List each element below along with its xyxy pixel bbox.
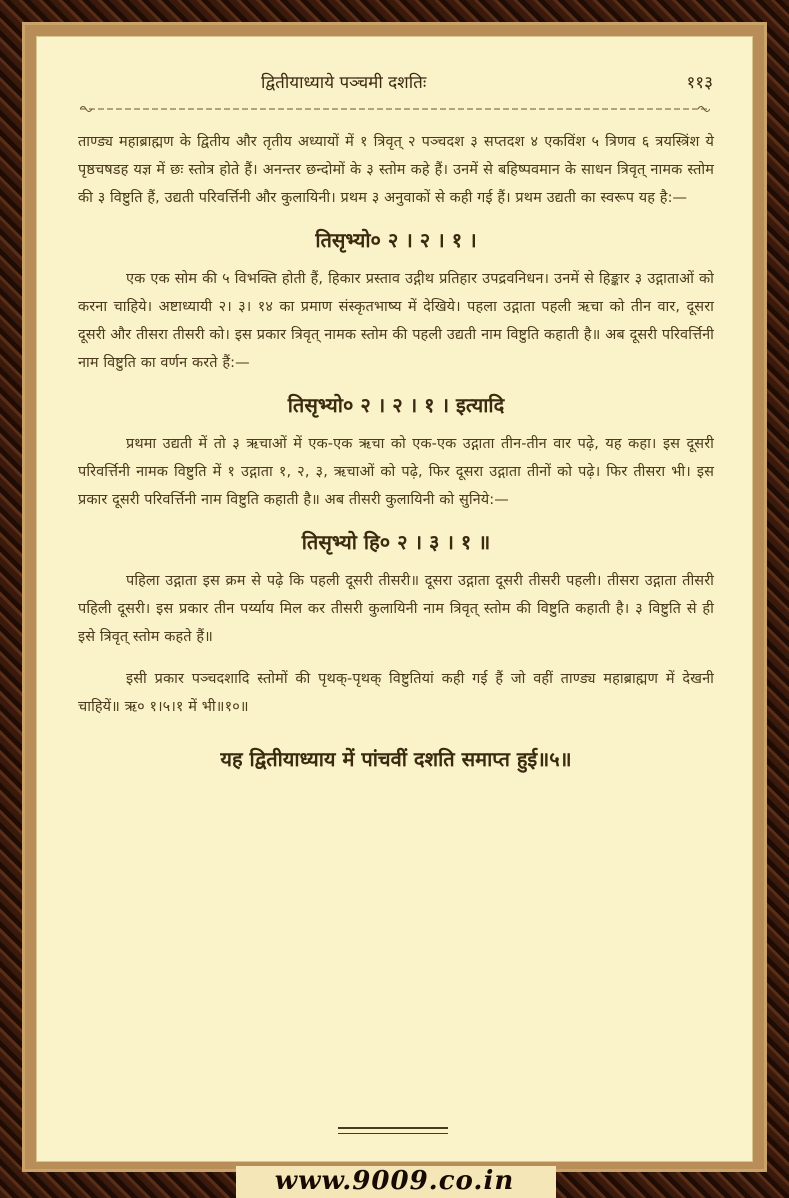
website-link[interactable]: www.9009.co.in [274,1166,515,1196]
verse-1: तिसृभ्यो० २ । २ । १ । [315,228,477,252]
page-title: द्वितीयाध्याये पञ्चमी दशतिः [261,73,427,93]
page-number: ११३ [686,73,713,93]
paragraph-3: प्रथमा उद्यती में तो ३ ऋचाओं में एक-एक ऋचा को एक-एक उद्गाता तीन-तीन वार पढ़े, यह कहा। इस दूसरी परिवर्त्तिनी नामक विष्टुति में १ उद्गाता १, २, ३, ऋचाओं को पढ़े, फिर दूसरा उद्गाता तीनों को पढ़े। फिर तीसरा भी। इस प्रकार दूसरी परिवर्त्तिनी नाम विष्टुति कहाती है॥ अब तीसरी कुलायिनी को सुनिये:— [78,436,714,508]
verse-3: तिसृभ्यो हि० २ । ३ । १ ॥ [301,530,491,554]
page-header [36,66,753,96]
paragraph-1: ताण्ड्य महाब्राह्मण के द्वितीय और तृतीय अध्यायों में १ त्रिवृत् २ पञ्चदश ३ सप्तदश ४ एकविंश ५ त्रिणव ६ त्रयस्त्रिंश ये पृष्ठचषडह यज्ञ में छः स्तोत्र होते हैं। अनन्तर छन्दोमों के ३ स्तोम कहे हैं। उनमें से बहिष्पवमान के साधन त्रिवृत् नामक स्तोम की ३ विष्टुति हैं, उद्यती परिवर्त्तिनी और कुलायिनी। प्रथम ३ अनुवाकों से कही गई हैं। प्रथम उद्यती का स्वरूप यह है:— [78,134,714,206]
page-content [78,128,714,772]
paragraph-2: एक एक सोम की ५ विभक्ति होती हैं, हिकार प्रस्ताव उद्गीथ प्रतिहार उपद्रवनिधन। उनमें से हिङ्कार ३ उद्गाताओं को करना चाहिये। अष्टाध्यायी २। ३। १४ का प्रमाण संस्कृतभाष्य में देखिये। पहला उद्गाता पहली ऋचा को तीन वार, दूसरा दूसरी और तीसरा तीसरी को। इस प्रकार त्रिवृत् नामक स्तोम की पहली उद्यती नाम विष्टुति कहाती है॥ अब दूसरी परिवर्त्तिनी नाम विष्टुति का वर्णन करते हैं:— [78,271,714,371]
page [36,36,753,1162]
paragraph-5: इसी प्रकार पञ्चदशादि स्तोमों की पृथक्-पृथक् विष्टुतियां कही गई हैं जो वहीं ताण्ड्य महाब्राह्मण में देखनी चाहियें॥ ऋ० १।५।१ में भी॥१०॥ [78,671,714,715]
chapter-closing: यह द्वितीयाध्याय में पांचवीं दशति समाप्त हुई॥५॥ [220,747,572,771]
end-divider [338,1127,448,1134]
paragraph-4: पहिला उद्गाता इस क्रम से पढ़े कि पहली दूसरी तीसरी॥ दूसरा उद्गाता दूसरी तीसरी पहली। तीसरा उद्गाता तीसरी पहिली दूसरी। इस प्रकार तीन पर्य्याय मिल कर तीसरी कुलायिनी नाम त्रिवृत् स्तोम की विष्टुति कहाती है। ३ विष्टुति से ही इसे त्रिवृत् स्तोम कहते हैं॥ [78,573,714,645]
verse-2: तिसृभ्यो० २ । २ । १ । इत्यादि [287,393,505,417]
decorative-rule [80,104,710,114]
